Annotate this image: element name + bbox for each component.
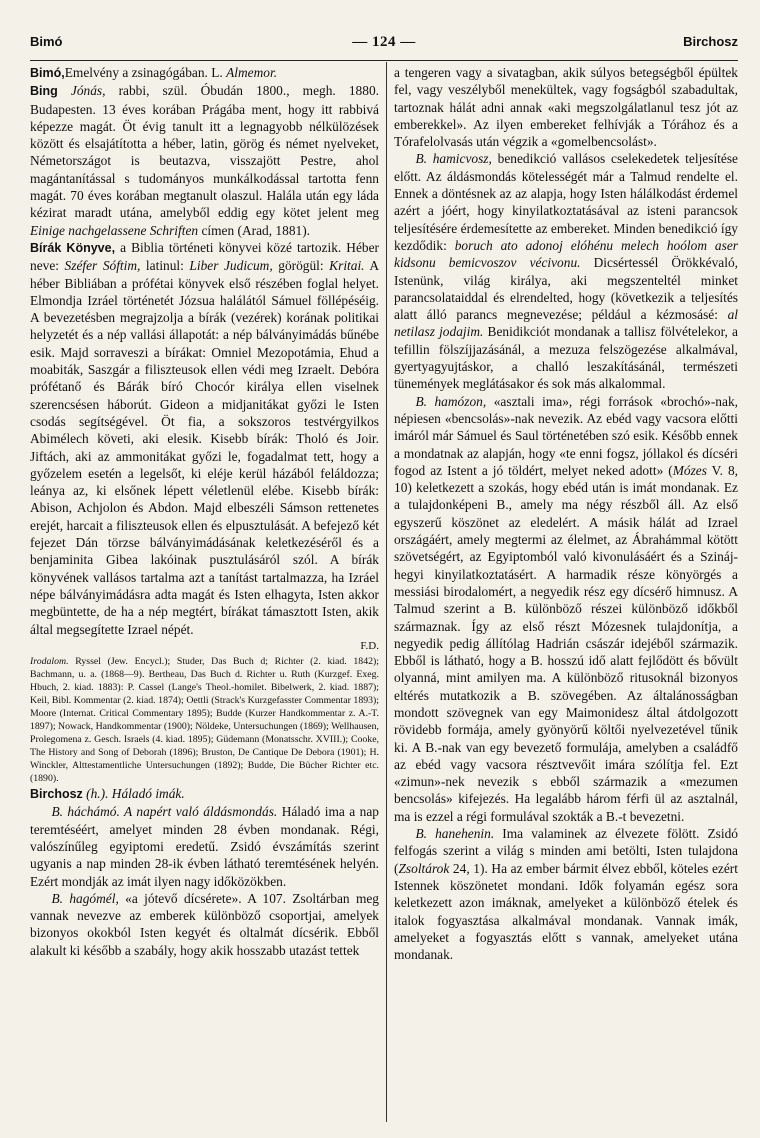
headword: Bírák Könyve, xyxy=(30,240,116,255)
entry-text-mid: görögül: xyxy=(272,258,330,274)
subheadword: B. hamicvosz, xyxy=(415,151,492,167)
entry-text: a Biblia történeti könyvei közé tartozik. Héber neve: xyxy=(30,239,379,274)
italic-text: al netilasz jodajim. xyxy=(394,307,738,340)
italic-text: Zsoltárok xyxy=(398,860,450,876)
entry-text: a tengeren vagy a sivatagban, akik súlyos betegségből épültek fel, vagy veszélyből menekültek, vagy fogságból szabadultak, tartoznak hálát adni annak «aki megszolgálatlanul tesz jót az emberekkel». Az ilyen embereket felhívják a Tórához és a Tórafelolvasás után végzik a «gomelbencsolást». xyxy=(394,65,738,150)
entry-text-tail: Benidikciót mondanak a tallisz fölvételekor, a tefillin fölszíjjazásánál, a mezuza felszögezése alkalmával, gyertyagyujtáskor, a challó leszakításánál, természeti tünemények meglátásakor és sok más alkalommal. xyxy=(394,324,739,392)
italic-text: (h.). Háladó imák. xyxy=(82,786,185,802)
entry-text: benedikció vallásos cselekedetek teljesítése előtt. Az áldásmondás kötelességét már a Talmud rendelte el. Ennek a döntésnek az az alapja, hogy Isten hálálkodást érdemel azért a jóért, hogy kinyilatkoztatásával az isteni parancsok teljesítésére érdemesítette az embereket. Minden benedikció így kezdődik: xyxy=(394,151,738,253)
entry-birchosz xyxy=(30,785,379,803)
entry-birak-konyve xyxy=(30,239,379,638)
subentry-hanehenin xyxy=(394,825,738,963)
running-head-right: Birchosz xyxy=(683,34,738,49)
header-rule xyxy=(30,60,738,61)
running-head xyxy=(30,34,738,52)
entry-bing xyxy=(30,82,379,239)
author-signature: F.D. xyxy=(360,639,379,652)
headword: Birchosz xyxy=(30,787,83,802)
subheadword: B. háchámó. A napért való áldásmondás. xyxy=(51,804,278,820)
entry-text: «a jótevő dícsérete». A 107. Zsoltárban meg vannak nevezve az emberek különböző csoportjai, amelyek bizonyos okokból Isten kegyét és oltalmát dícsérik. Ebből alakult ki később a szabály, hogy akik hosszabb utazást tettek xyxy=(30,890,380,958)
italic-text: Liber Judicum, xyxy=(189,258,273,274)
italic-text: Széfer Sóftim, xyxy=(64,258,141,274)
subentry-hamicvosz xyxy=(394,150,738,392)
entry-text: Emelvény a zsinagógában. L. xyxy=(64,65,227,80)
entry-text: Ima valaminek az élvezete fölött. Zsidó felfogás szerint a világ s minden ami betölti, Isten tulajdona ( xyxy=(394,826,738,876)
subheadword: B. hagómél, xyxy=(51,890,119,906)
entry-text: Háladó ima a nap teremtéséért, amelyet minden 28 évben mondanak. Régi, valószínűleg egyiptomi eredetű. Zsidó évszámítás szerint ugyanis a nap minden 28-ik évben látható teremtésének helyén. Ezért mondják az imát ilyen nagy időközökben. xyxy=(30,804,379,889)
subentry-hagomel-continued xyxy=(394,64,738,150)
entry-text-tail: A héber Bibliában a prófétai könyvek első részében foglal helyet. Elmondja Izráel történetét Józsua halálától Sámuel föllépéséig. A bevezetésben megrajzolja a bírák (vezérek) korának politikai helyzetét és a nép vallási állapotát: a nép bálványimádás bűnébe esik. Majd sorraveszi a bírákat: Omniel Mezopotámia, Ehud a moabiták, Saszgár a filiszteusok ellen védi meg Izraelt. Debóra prófétanő és Bárák bíró Chocór királya ellen viselnek szerencsésen háborút. Gideon a midjanitákat győzi le Isten csodás segítségével. Öt fia, a sokszoros testvérgyilkos Abimélech követi, aki elesik. Kisebb bírák: Tholó és Joir. Jiftách, aki az ammonitákat győzi le, fogadalmat tett, hogy a győzelem esetén a legelsőt, ki eléje kerül házából feláldozza; leánya az, ki elsőnek lépett véletlenül elébe. Kisebb bírák: Abison, Achjolon és Abdon. Majd elbeszéli Sámson rettenetes erejét, harcait a filiszteusok ellen és elpusztulását. A befejező két fejezet Dán törzse bálványimádásának keletkezéséről és a benjaminita Gibea lakóinak pusztulásáról szól. A bírák könyvének vallásos tartalma azt a tanítást tartalmazza, ha Izráel népe bálványimádásra adta magát és Isten elhagyta, Isten akkor megbüntette, de ha a nép megtért, bírákat támasztott Isten, akik által megsegítette Izrael népét. xyxy=(30,258,380,637)
cross-reference: Almemor. xyxy=(226,65,278,80)
entry-text-mid: Dicsértessél Örökkévaló, Istenünk, világ királya, aki megszenteltél minket parancsolataiddal és elrendelted, hogy (következik a teljesítés alatt álló parancs megnevezése; például a kézmosásé: xyxy=(394,255,738,323)
bibliography xyxy=(30,655,379,785)
subentry-hachamo xyxy=(30,803,379,889)
running-head-left: Bimó xyxy=(30,34,63,49)
entry-text-mid: latinul: xyxy=(140,258,190,274)
italic-text: Mózes xyxy=(672,462,707,478)
italic-text: boruch ato adonoj elóhénu melech hoólom aser kidsonu bemicvoszov vécivonu. xyxy=(394,237,738,271)
page-number: — 124 — xyxy=(352,34,416,50)
entry-text: rabbi, szül. Óbudán 1800., megh. 1880. Budapesten. 13 éves korában Prágába ment, hogy itt rabbivá képezze magát. Öt évig tanult itt a legnagyobb nélkülözések között és elsajátította a héber, latin, görög és német nyelveket, Németországot is beutazva, visszajött Pestre, ahol magántanítással s tudományos munkálkodással tartotta fenn magát. 70 éves korában megtanult olaszul. Halála után egy láda kézirat maradt utána, amelyből eddig egy kötet jelent meg xyxy=(30,83,379,221)
subheadword: B. hamózon, xyxy=(415,393,487,409)
bibliography-text: Ryssel (Jew. Encycl.); Studer, Das Buch d; Richter (2. kiad. 1842); Bachmann, u. a. (1868—9). Bertheau, Das Buch d. Richter u. Ruth (Kurzgef. Exeg. Hbuch, 2. kiad. 1883): P. Cassel (Lange's Theol.-homilet. Bibelwerk, 2. kiad. 1887); Keil, Bibl. Kommentar (2. kiad. 1874); Oettli (Strack's Kurzgefasster Commentar 1893); Moore (Internat. Critical Commentary 1895); Budde (Kurzer Handkommentar z. A.-T. 1897); Nowack, Handkommentar (1900); Nöldeke, Untersuchungen (1869); Wellhausen, Prolegomena z. Gesch. Israels (4. kiad. 1895); Güdemann (Monatsschr. XVIII.); Cooke, The History and Song of Deborah (1896); Bruston, De Cantique De Debora (1901); H. Winckler, Alttestamentliche Untersuchungen (1892); Budde, Die Bücher Richter etc. (1890). xyxy=(30,656,379,785)
right-column xyxy=(394,64,738,963)
italic-text: Kritai. xyxy=(329,258,365,274)
subentry-hamozon xyxy=(394,393,738,825)
left-column xyxy=(30,64,379,959)
headword: Bing xyxy=(30,84,58,99)
bibliography-label: Irodalom. xyxy=(30,656,69,668)
subentry-hagomel xyxy=(30,890,379,959)
column-divider xyxy=(386,62,387,1122)
italic-text: Jónás, xyxy=(70,83,106,99)
entry-text-tail: V. 8, 10) keletkezett a szokás, hogy ebéd után is imát mondanak. Ez a tulajdonképeni B., amely ma négy részből áll. Az első egyszerű köszönet az eledelért. A másik hálát ad Izrael országáért, amely megtermi az élelmet, az Ábrahámmal kötött szövetségért, az Egyiptomból való kivonulásáért és a Szináj-hegyi kinyilatkoztatásért. A harmadik része könyörgés a messiási birodalomért, a negyedik rész egy dícsérő himnusz. A Talmud szerint a B. különböző részei különböző időkből származnak. Így az első részt Mózesnek tulajdonítja, a negyedik pedig állítólag Hadrián császár idejéből származik. Ebből is látható, hogy a B. hosszú idő alatt fejlődött és bővült olyanná, mint amilyen ma. A különböző ritusoknál bizonyos eltérés mutatkozik a B. szövegében. Az általánosságban mondott szövegnek van egy Maimonidesz által átdolgozott rövidebb formája, amely gyönyörű költői nyelvezetével tűnik ki. A B.-nak van egy bevezető formulája, amelyben a családfő az ebéd vagy vacsora résztvevőit imára szólítja fel. Ezt «zimun»-nek nevezik s ebből származik a «mezumen bencsolás» kifejezés. Ha legalább három férfi ül az asztalnál, ma is ezzel a régi formulával szokták a B.-t bevezetni. xyxy=(394,462,738,824)
entry-text-tail: 24, 1). Ha az ember bármit élvez ebből, köteles ezért Istennek köszönetet mondani. Idők folyamán egész sora keletkezett azon imáknak, amelyeket a különböző ételek és italok fogyasztása alkalmával mondanak. Vannak imák, amelyeket a fogyasztás előtt s vannak, amelyeket utána mondanak. xyxy=(394,860,738,963)
entry-text-tail: címen (Arad, 1881). xyxy=(198,222,311,238)
subheadword: B. hanehenin. xyxy=(415,826,495,842)
entry-text: «asztali ima», régi források «brochó»-nak, népiesen «bencsolás»-nak nevezik. Az ebéd vagy vacsora előtti imáról már Sámuel és Saul történetében szó esik. Később ennek a mondatnak az alapján, hogy «te enni fogsz, jóllakol és dícséri fogod az Istent a jó töldért, melyet neked adott» ( xyxy=(394,393,738,478)
entry-bimo xyxy=(30,64,379,82)
headword: Bimó, xyxy=(30,66,65,80)
italic-title: Einige nachgelassene Schriften xyxy=(30,222,199,238)
